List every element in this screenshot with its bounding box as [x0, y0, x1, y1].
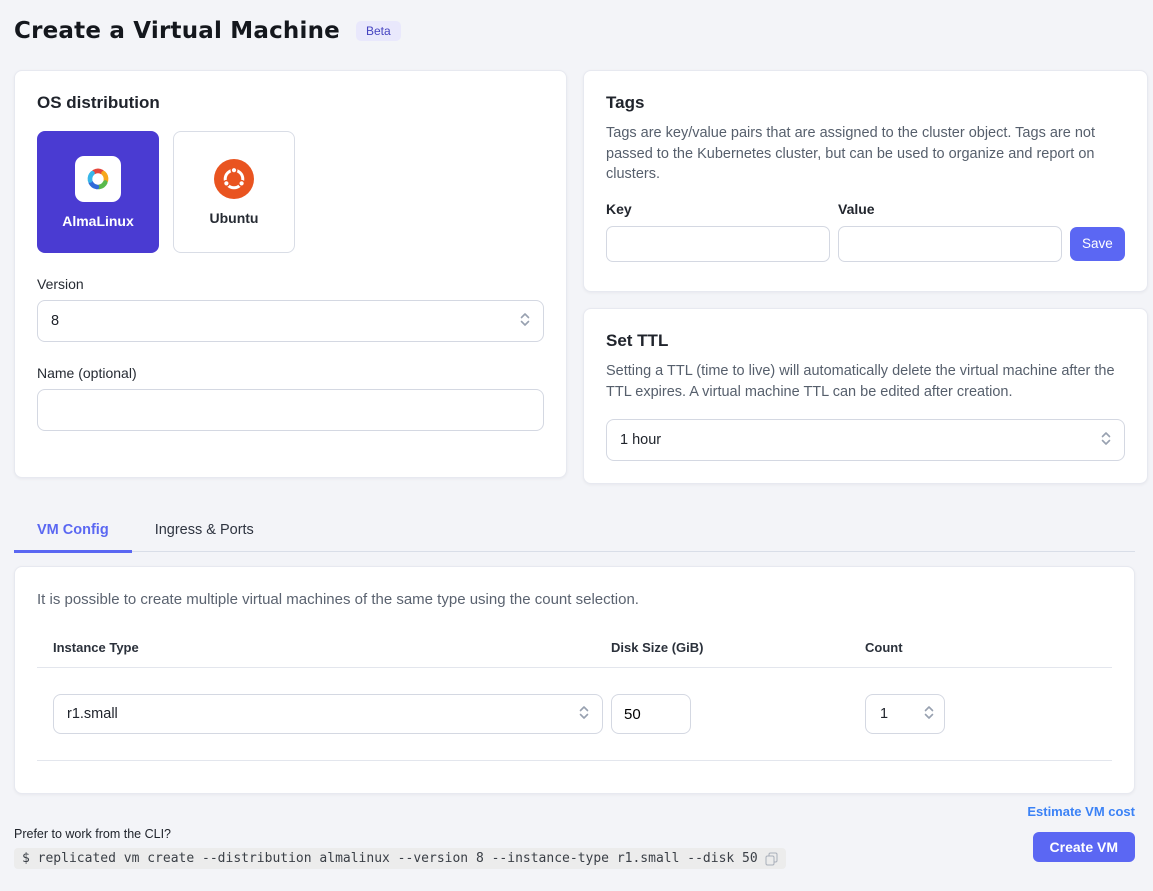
tab-ingress-ports[interactable]: Ingress & Ports	[154, 522, 254, 539]
instance-type-cell	[53, 694, 611, 734]
tag-value-input[interactable]	[838, 226, 1062, 262]
chevron-updown-icon	[520, 312, 530, 331]
os-tile-almalinux[interactable]	[37, 131, 159, 253]
tab-vm-config[interactable]: VM Config	[14, 511, 132, 553]
disk-size-input[interactable]	[611, 694, 691, 734]
cli-command-code	[14, 848, 786, 869]
right-column	[583, 70, 1148, 484]
divider	[37, 760, 1112, 761]
estimate-vm-cost-link[interactable]: Estimate VM cost	[1027, 804, 1135, 820]
cli-prompt-text: Prefer to work from the CLI?	[14, 827, 172, 842]
set-ttl-card	[583, 308, 1148, 484]
column-header-count: Count	[865, 640, 903, 656]
top-cards-row	[14, 70, 1135, 484]
count-cell	[865, 694, 1096, 734]
disk-size-cell	[611, 694, 865, 734]
tag-key-group	[606, 201, 830, 262]
tag-key-input[interactable]	[606, 226, 830, 262]
os-card-title: OS distribution	[37, 93, 160, 112]
save-tag-button[interactable]: Save	[1070, 227, 1125, 261]
page-title: Create a Virtual Machine	[14, 18, 340, 44]
cli-block	[14, 827, 786, 869]
name-label: Name (optional)	[37, 365, 137, 381]
instance-type-select[interactable]	[53, 694, 603, 734]
cli-command-text: $ replicated vm create --distribution almalinux --version 8 --instance-type r1.small --disk 50	[22, 851, 758, 867]
version-label: Version	[37, 276, 84, 292]
version-select-value: 8	[51, 313, 60, 329]
page-header	[14, 13, 1135, 49]
vm-table-header	[37, 640, 1112, 655]
name-input[interactable]	[37, 389, 544, 431]
count-stepper[interactable]	[865, 694, 945, 734]
os-tiles	[37, 131, 544, 253]
chevron-updown-icon	[924, 705, 934, 724]
vm-config-intro: It is possible to create multiple virtual machines of the same type using the count selection.	[37, 591, 639, 609]
os-tile-label: Ubuntu	[209, 209, 259, 226]
chevron-updown-icon	[579, 705, 589, 724]
copy-icon[interactable]	[765, 852, 778, 866]
footer-actions	[1027, 804, 1135, 869]
tag-key-label: Key	[606, 200, 632, 217]
os-distribution-card	[14, 70, 567, 478]
os-tile-ubuntu[interactable]	[173, 131, 295, 253]
instance-type-value: r1.small	[67, 706, 118, 723]
beta-badge: Beta	[356, 21, 401, 41]
tags-form	[606, 201, 1125, 262]
tags-card	[583, 70, 1148, 292]
ttl-select[interactable]	[606, 419, 1125, 461]
tags-description: Tags are key/value pairs that are assigned to the cluster object. Tags are not passed to the Kubernetes cluster, but can be used to organize and report on clusters.	[606, 125, 1095, 183]
chevron-updown-icon	[1101, 431, 1111, 450]
config-tabs	[14, 511, 1135, 552]
column-header-disk-size: Disk Size (GiB)	[611, 640, 704, 656]
version-select[interactable]	[37, 300, 544, 342]
os-tile-label: AlmaLinux	[62, 212, 134, 229]
divider	[37, 667, 1112, 668]
almalinux-icon	[75, 156, 121, 202]
tag-value-label: Value	[838, 200, 875, 217]
tags-card-title: Tags	[606, 93, 645, 112]
ttl-description: Setting a TTL (time to live) will automatically delete the virtual machine after the TTL expires. A virtual machine TTL can be edited after creation.	[606, 363, 1115, 400]
vm-table-row	[37, 694, 1112, 734]
page-footer	[14, 804, 1135, 869]
ttl-select-value: 1 hour	[620, 432, 662, 449]
ubuntu-icon	[214, 159, 254, 199]
vm-config-card	[14, 566, 1135, 794]
create-vm-button[interactable]: Create VM	[1033, 832, 1135, 862]
tag-value-group	[838, 201, 1062, 262]
ttl-card-title: Set TTL	[606, 331, 669, 350]
column-header-instance-type: Instance Type	[53, 640, 139, 656]
count-value: 1	[880, 706, 889, 723]
